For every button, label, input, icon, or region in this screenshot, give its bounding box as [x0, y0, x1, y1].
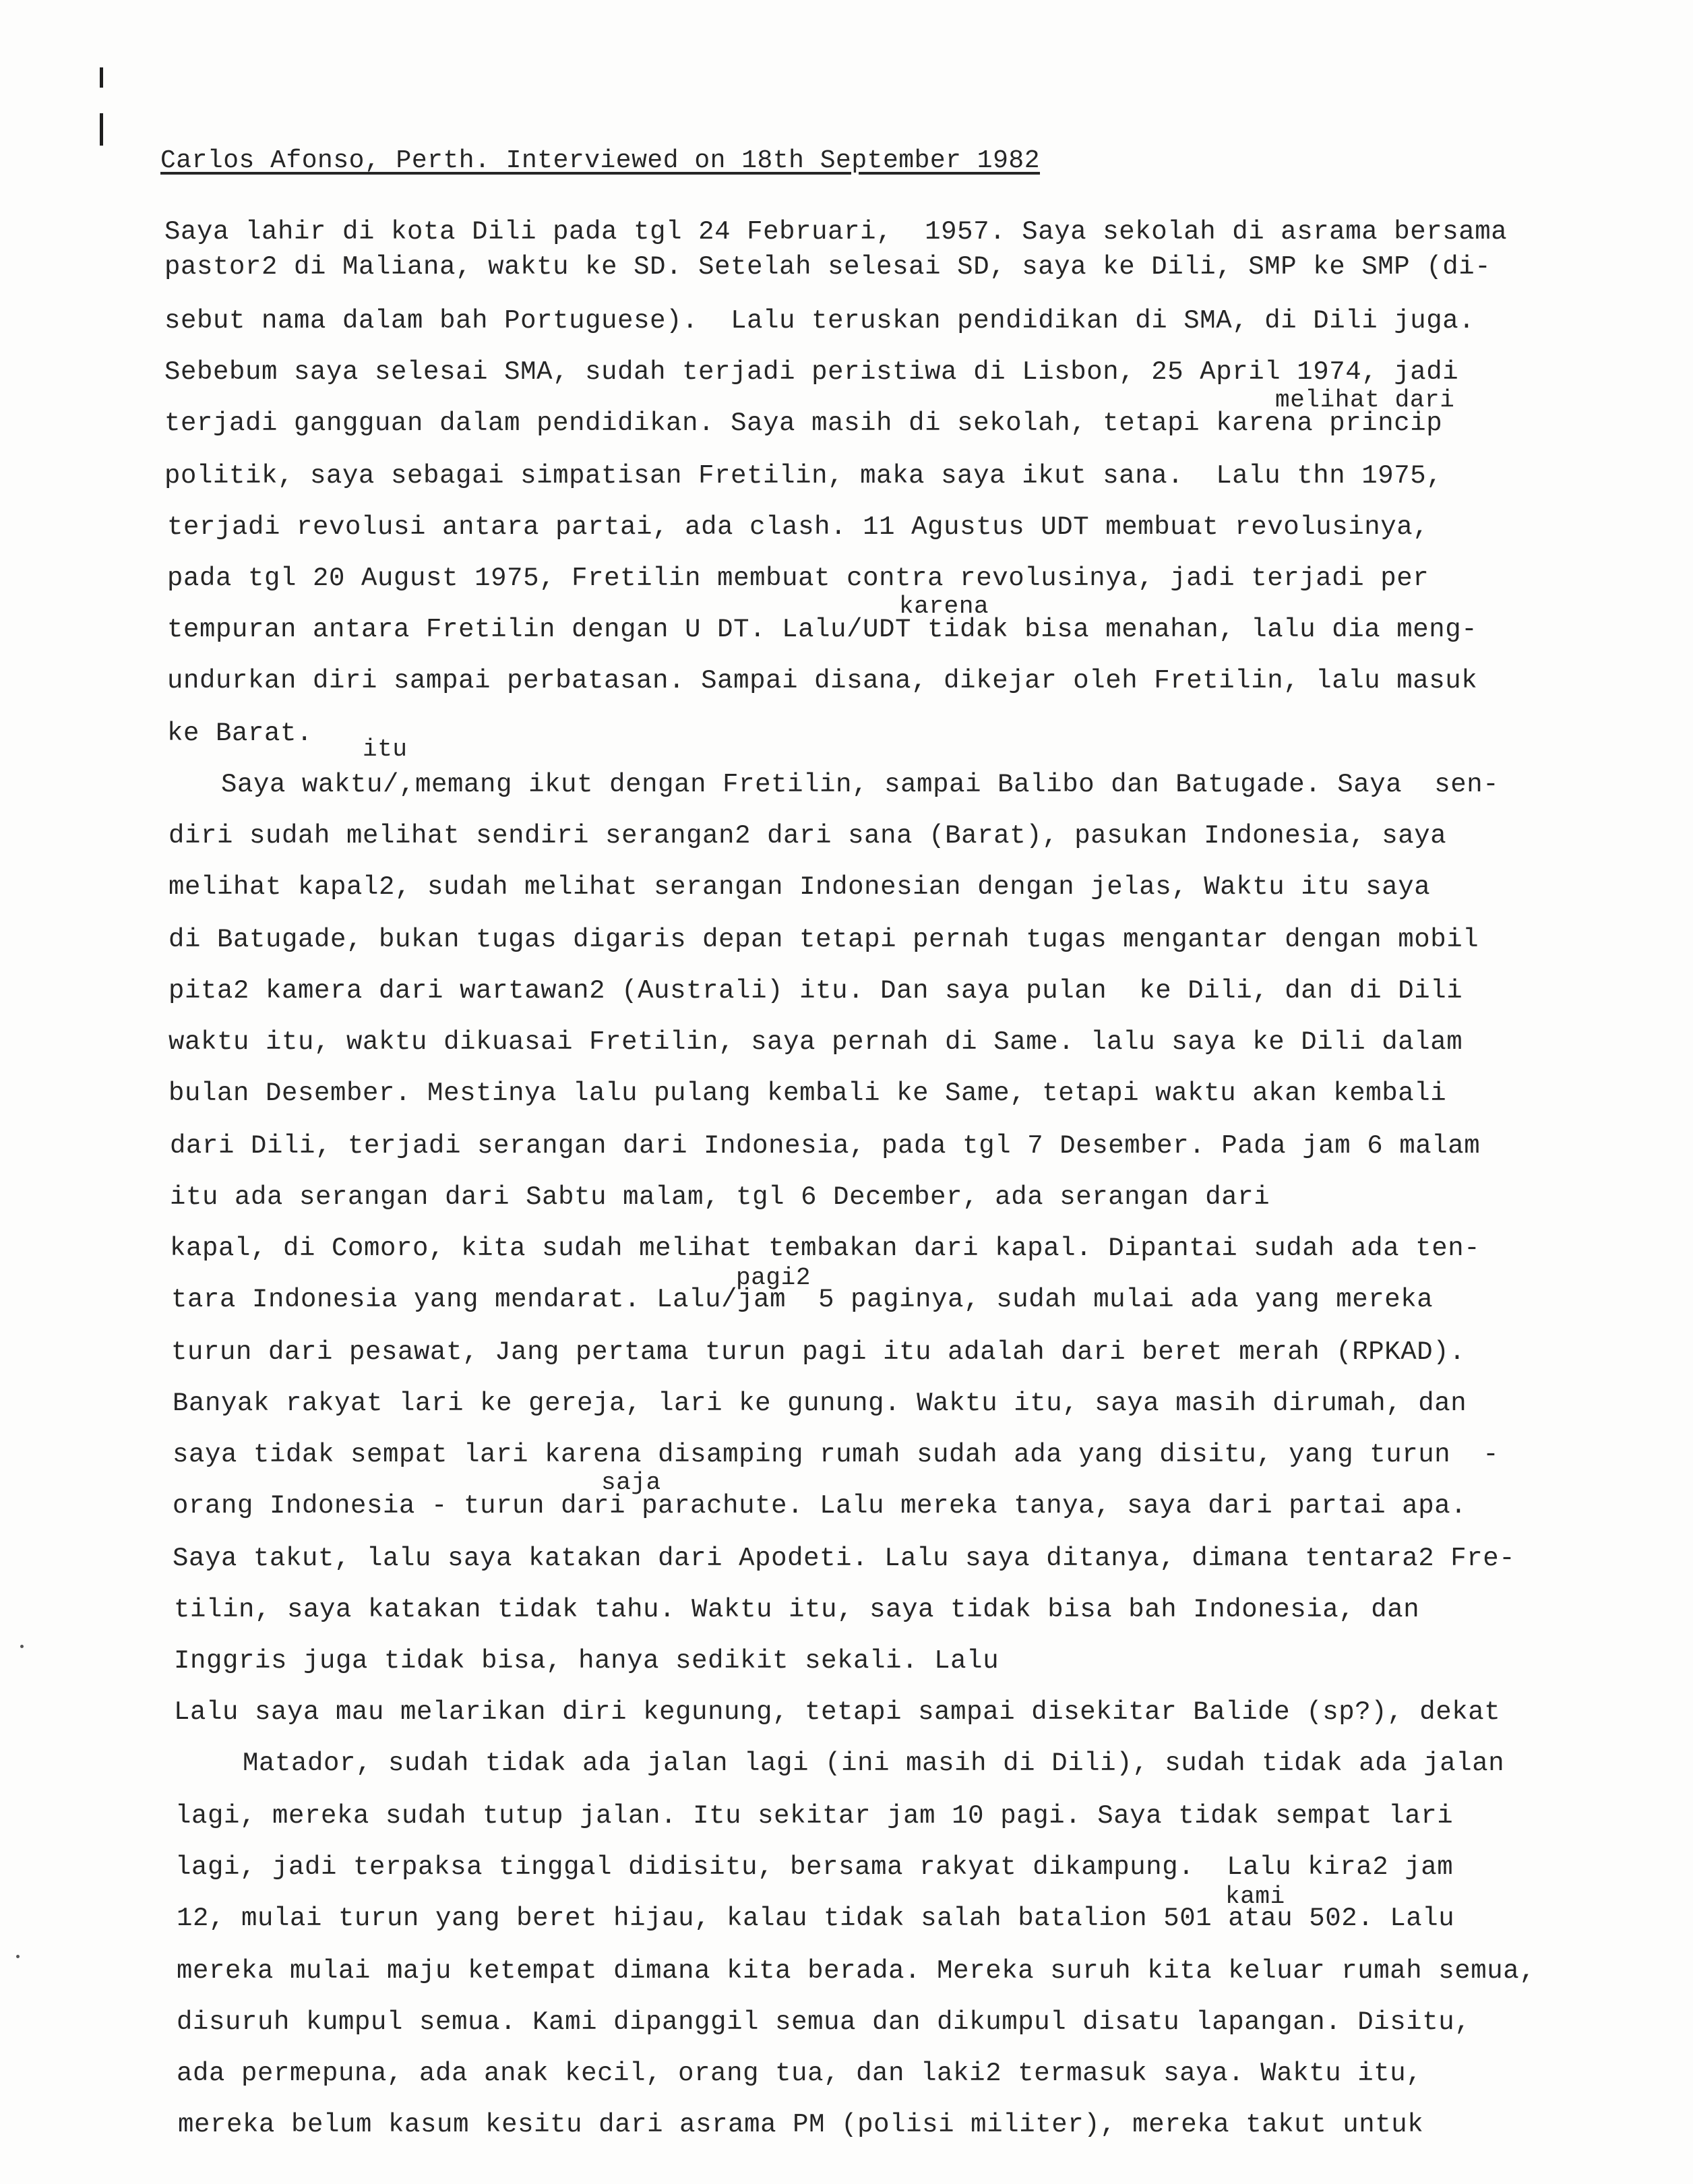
text-line: sebut nama dalam bah Portuguese). Lalu teruskan pendidikan di SMA, di Dili juga.	[164, 306, 1475, 336]
text-line: pita2 kamera dari wartawan2 (Australi) itu. Dan saya pulan ke Dili, dan di Dili	[168, 976, 1463, 1006]
text-line: pastor2 di Maliana, waktu ke SD. Setelah selesai SD, saya ke Dili, SMP ke SMP (di-	[164, 252, 1491, 282]
text-line: Saya waktu/,memang ikut dengan Fretilin, sampai Balibo dan Batugade. Saya sen-	[221, 770, 1500, 799]
text-line: tempuran antara Fretilin dengan U DT. Lalu/UDT tidak bisa menahan, lalu dia meng-	[167, 615, 1478, 644]
text-line: melihat kapal2, sudah melihat serangan Indonesian dengan jelas, Waktu itu saya	[168, 872, 1431, 902]
text-line: disuruh kumpul semua. Kami dipanggil semua dan dikumpul disatu lapangan. Disitu,	[177, 2007, 1471, 2037]
text-line: bulan Desember. Mestinya lalu pulang kembali ke Same, tetapi waktu akan kembali	[168, 1079, 1447, 1108]
text-line: Inggris juga tidak bisa, hanya sedikit sekali. Lalu	[174, 1646, 999, 1676]
text-line: ada permepuna, ada anak kecil, orang tua, dan laki2 termasuk saya. Waktu itu,	[177, 2059, 1423, 2088]
text-line: lagi, jadi terpaksa tinggal didisitu, bersama rakyat dikampung. Lalu kira2 jam	[175, 1852, 1454, 1882]
text-line: di Batugade, bukan tugas digaris depan tetapi pernah tugas mengantar dengan mobil	[168, 925, 1479, 954]
text-line: mereka mulai maju ketempat dimana kita berada. Mereka suruh kita keluar rumah semua,	[177, 1956, 1536, 1986]
text-line: tara Indonesia yang mendarat. Lalu/jam 5 paginya, sudah mulai ada yang mereka	[171, 1285, 1434, 1314]
text-line: 12, mulai turun yang beret hijau, kalau tidak salah batalion 501 atau 502. Lalu	[177, 1904, 1455, 1933]
text-line: terjadi revolusi antara partai, ada clash. 11 Agustus UDT membuat revolusinya,	[167, 512, 1429, 542]
text-line: dari Dili, terjadi serangan dari Indonesia, pada tgl 7 Desember. Pada jam 6 malam	[170, 1131, 1481, 1161]
interlinear-insertion: kami	[1225, 1883, 1285, 1910]
text-line: terjadi gangguan dalam pendidikan. Saya masih di sekolah, tetapi karena princip	[164, 408, 1443, 438]
interlinear-insertion: melihat dari	[1275, 386, 1455, 414]
text-line: orang Indonesia - turun dari parachute. Lalu mereka tanya, saya dari partai apa.	[173, 1491, 1467, 1521]
text-line: Saya takut, lalu saya katakan dari Apodeti. Lalu saya ditanya, dimana tentara2 Fre-	[173, 1544, 1516, 1573]
interlinear-insertion: itu	[363, 735, 408, 763]
interlinear-insertion: karena	[899, 593, 989, 620]
text-line: tilin, saya katakan tidak tahu. Waktu itu, saya tidak bisa bah Indonesia, dan	[174, 1595, 1420, 1625]
text-line: undurkan diri sampai perbatasan. Sampai disana, dikejar oleh Fretilin, lalu masuk	[167, 666, 1478, 696]
text-line: saya tidak sempat lari karena disamping rumah sudah ada yang disitu, yang turun -	[173, 1440, 1500, 1469]
text-line: waktu itu, waktu dikuasai Fretilin, saya pernah di Same. lalu saya ke Dili dalam	[168, 1027, 1463, 1057]
text-line: politik, saya sebagai simpatisan Fretilin, maka saya ikut sana. Lalu thn 1975,	[164, 461, 1443, 491]
text-line: Matador, sudah tidak ada jalan lagi (ini masih di Dili), sudah tidak ada jalan	[243, 1749, 1505, 1778]
text-line: mereka belum kasum kesitu dari asrama PM (polisi militer), mereka takut untuk	[178, 2110, 1424, 2140]
text-line: turun dari pesawat, Jang pertama turun pagi itu adalah dari beret merah (RPKAD).	[171, 1337, 1466, 1367]
text-line: itu ada serangan dari Sabtu malam, tgl 6 December, ada serangan dari	[170, 1182, 1270, 1212]
text-line: lagi, mereka sudah tutup jalan. Itu sekitar jam 10 pagi. Saya tidak sempat lari	[175, 1801, 1454, 1831]
interview-heading: Carlos Afonso, Perth. Interviewed on 18th September 1982	[160, 146, 1041, 175]
text-line: diri sudah melihat sendiri serangan2 dari sana (Barat), pasukan Indonesia, saya	[168, 821, 1447, 851]
text-line: pada tgl 20 August 1975, Fretilin membuat contra revolusinya, jadi terjadi per	[167, 564, 1429, 593]
text-line: ke Barat.	[167, 719, 313, 748]
interlinear-insertion: pagi2	[736, 1264, 811, 1292]
text-line: Lalu saya mau melarikan diri kegunung, tetapi sampai disekitar Balide (sp?), dekat	[174, 1697, 1501, 1727]
text-line: Saya lahir di kota Dili pada tgl 24 Februari, 1957. Saya sekolah di asrama bersama	[164, 217, 1508, 247]
text-line: Banyak rakyat lari ke gereja, lari ke gunung. Waktu itu, saya masih dirumah, dan	[173, 1389, 1467, 1418]
text-line: Sebebum saya selesai SMA, sudah terjadi peristiwa di Lisbon, 25 April 1974, jadi	[164, 357, 1459, 387]
interlinear-insertion: saja	[601, 1469, 661, 1496]
text-line: kapal, di Comoro, kita sudah melihat tembakan dari kapal. Dipantai sudah ada ten-	[170, 1234, 1481, 1263]
